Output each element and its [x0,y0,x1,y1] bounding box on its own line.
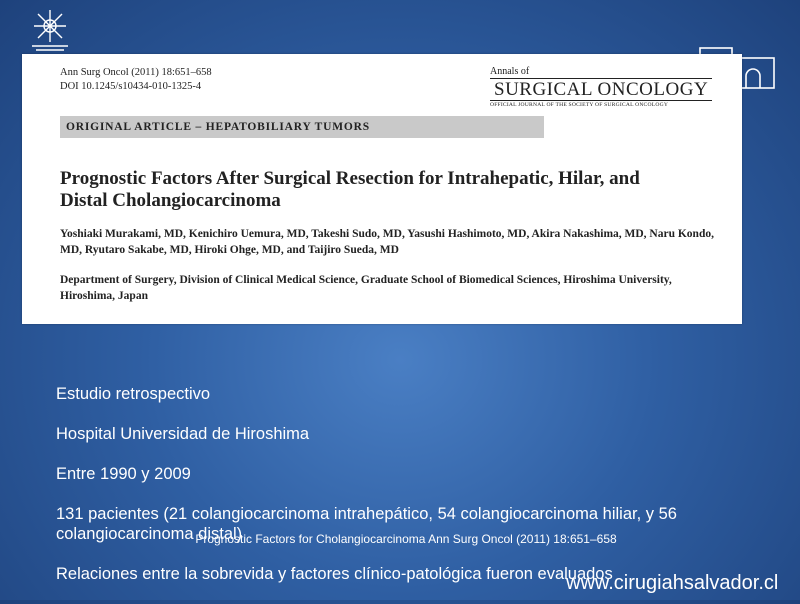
authors: Yoshiaki Murakami, MD, Kenichiro Uemura, MD, Takeshi Sudo, MD, Yasushi Hashimoto, MD, Akira Nakashima, MD, Naru Kondo, MD, Ryutaro Sakabe, MD, Hiroki Ohge, MD, and Taijiro Sueda, MD [60,228,714,256]
journal-masthead [490,66,712,108]
body-line: Relaciones entre la sobrevida y factores clínico-patológica fueron evaluados [56,565,613,583]
slide-body [56,364,756,604]
body-line: 131 pacientes (21 colangiocarcinoma intrahepático, 54 colangiocarcinoma hiliar, y 56 colangiocarcinoma distal) [56,505,677,543]
journal-subtitle: OFFICIAL JOURNAL OF THE SOCIETY OF SURGICAL ONCOLOGY [490,102,669,108]
slide-caption: Prognostic Factors for Cholangiocarcinoma Ann Surg Oncol (2011) 18:651–658 [195,532,617,546]
website-url[interactable]: www.cirugiahsalvador.cl [566,572,779,594]
paper-excerpt [22,54,742,324]
doi-line: DOI 10.1245/s10434-010-1325-4 [60,81,202,92]
article-title: Prognostic Factors After Surgical Resection for Intrahepatic, Hilar, and Distal Cholangiocarcinoma [60,168,640,211]
journal-annals: Annals of [490,66,530,77]
citation [60,66,212,94]
body-line: Hospital Universidad de Hiroshima [56,425,310,443]
body-line: Entre 1990 y 2009 [56,465,191,483]
section-heading: ORIGINAL ARTICLE – HEPATOBILIARY TUMORS [60,116,544,138]
body-line: Estudio retrospectivo [56,385,211,403]
journal-name: SURGICAL ONCOLOGY [490,78,712,101]
citation-line: Ann Surg Oncol (2011) 18:651–658 [60,67,212,78]
hospital-emblem-icon [28,8,72,56]
affiliation: Department of Surgery, Division of Clinical Medical Science, Graduate School of Biomedical Sciences, Hiroshima University, Hiroshima, Japan [60,274,672,302]
